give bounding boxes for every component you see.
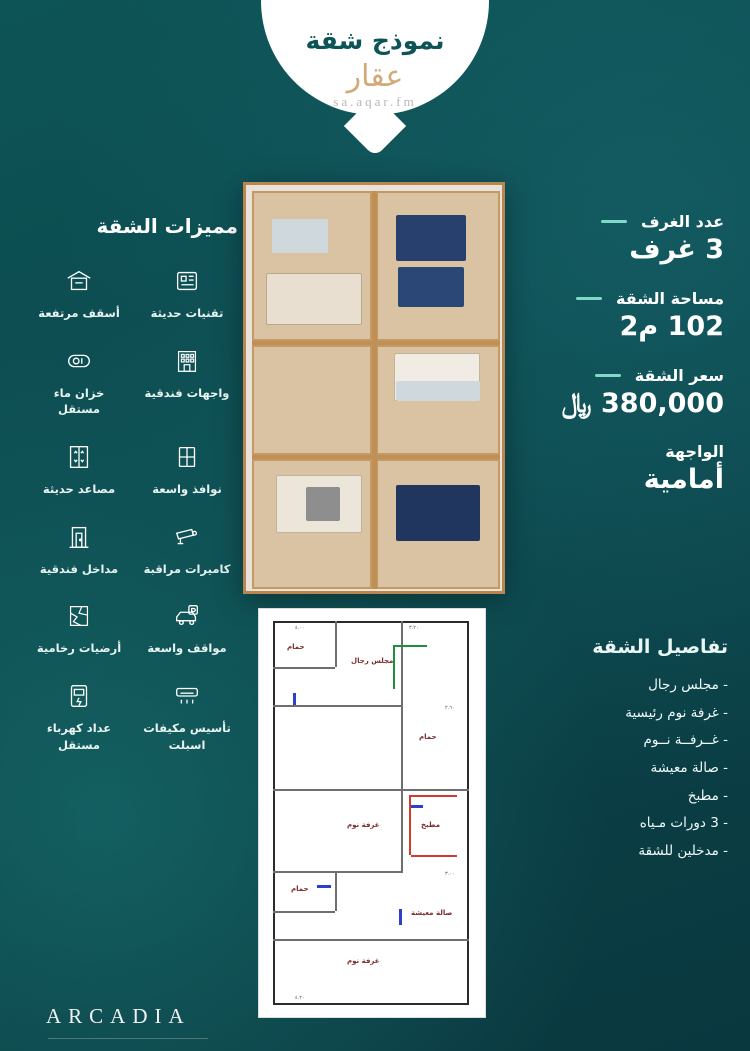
- info-label: مساحة الشقة: [616, 288, 724, 308]
- logo: [261, 59, 489, 110]
- feature-label: تقنيات حديثة: [150, 306, 224, 320]
- logo-arabic-text: عقار: [346, 59, 404, 94]
- plan-label: حمام: [419, 733, 437, 741]
- list-item: - مجلس رجال: [648, 677, 728, 693]
- accent-bar: [576, 297, 602, 300]
- info-value: 3 غرف: [629, 234, 724, 265]
- info-value: أمامية: [643, 464, 724, 496]
- brand-name: ARCADIA: [46, 1004, 191, 1028]
- info-cards: [518, 212, 728, 519]
- list-item: - 3 دورات مـياه: [639, 815, 728, 832]
- plan-label: حمام: [287, 643, 305, 651]
- feature-label: عداد كهرباء مستقل: [46, 721, 112, 752]
- parking-icon: [170, 599, 204, 633]
- feature-item: [28, 679, 130, 753]
- plan-label: غرفة نوم: [347, 957, 380, 965]
- info-value: 102 م2: [619, 310, 724, 342]
- info-card-area: [518, 289, 728, 344]
- feature-label: أرضيات رخامية: [36, 641, 122, 656]
- details-section: [498, 636, 728, 866]
- window-icon: [170, 440, 204, 474]
- info-head: [518, 212, 724, 231]
- info-head: [518, 289, 724, 308]
- info-card-rooms: [518, 212, 728, 267]
- info-head: [518, 366, 724, 385]
- air-conditioner-icon: [170, 679, 204, 713]
- list-item: - مدخلين للشقة: [638, 843, 728, 860]
- list-item: - غرفة نوم رئيسية: [625, 704, 728, 721]
- list-item: - مطبخ: [687, 787, 728, 804]
- features-grid: [28, 264, 238, 753]
- feature-label: واجهات فندقية: [144, 385, 230, 400]
- high-ceiling-icon: [62, 264, 96, 298]
- feature-label: تأسيس مكيفات اسبلت: [143, 721, 231, 752]
- feature-label: مصاعد حديثة: [42, 482, 116, 497]
- feature-item: [136, 440, 238, 498]
- feature-label: مداخل فندقية: [39, 561, 119, 576]
- list-item: - غــرفــة نــوم: [643, 732, 728, 749]
- info-value: 380,000 ﷼: [561, 387, 724, 419]
- page-title: نموذج شقة: [305, 26, 445, 55]
- plan-label: صالة معيشة: [411, 909, 453, 917]
- logo-latin-text: sa.aqar.fm: [333, 94, 417, 109]
- brand-underline: [48, 1038, 208, 1039]
- feature-label: نوافذ واسعة: [152, 482, 222, 497]
- info-card-facade: [518, 442, 728, 497]
- feature-item: [28, 520, 130, 578]
- info-head: [518, 442, 724, 461]
- features-title: مميزات الشقة: [96, 214, 238, 238]
- info-label: عدد الغرف: [640, 212, 724, 231]
- feature-item: [136, 520, 238, 578]
- feature-label: خزان ماء مستقل: [53, 385, 105, 417]
- hotel-facade-icon: [170, 344, 204, 378]
- technology-icon: [170, 264, 204, 298]
- feature-item: [136, 679, 238, 753]
- plan-label: حمام: [291, 885, 309, 893]
- feature-item: [136, 599, 238, 657]
- cctv-camera-icon: [170, 520, 204, 554]
- features-section: [28, 214, 238, 753]
- details-list: [498, 672, 728, 866]
- accent-bar: [601, 220, 627, 223]
- info-card-price: [518, 366, 728, 421]
- apartment-3d-render: [243, 182, 505, 594]
- details-title: تفاصيل الشقة: [592, 636, 728, 658]
- feature-item: [28, 264, 130, 322]
- header-badge: [261, 0, 489, 150]
- elevator-icon: [62, 440, 96, 474]
- feature-item: [136, 264, 238, 322]
- feature-item: [28, 440, 130, 498]
- floor-plan: مجلس رجال حمام حمام غرفة نوم مطبخ حمام صالة معيشة غرفة نوم ٤.٠٠ ٣.٢٠ ٢.٦٠ ٣.٠٠ ٤.٢٠: [258, 608, 486, 1018]
- feature-item: [28, 344, 130, 418]
- info-label: سعر الشقة: [634, 365, 724, 385]
- feature-label: كاميرات مراقبة: [143, 561, 231, 576]
- plan-label: غرفة نوم: [347, 821, 380, 829]
- water-tank-icon: [62, 344, 96, 378]
- list-item: - صالة معيشة: [650, 760, 728, 777]
- accent-bar: [595, 374, 621, 377]
- feature-item: [136, 344, 238, 418]
- feature-label: أسقف مرتفعة: [38, 306, 120, 320]
- marble-floor-icon: [62, 599, 96, 633]
- feature-label: مواقف واسعة: [147, 641, 227, 656]
- plan-label: مطبخ: [421, 821, 441, 829]
- info-label: الواجهة: [665, 442, 724, 462]
- electric-meter-icon: [62, 679, 96, 713]
- hotel-entrance-icon: [62, 520, 96, 554]
- plan-label: مجلس رجال: [351, 657, 394, 665]
- feature-item: [28, 599, 130, 657]
